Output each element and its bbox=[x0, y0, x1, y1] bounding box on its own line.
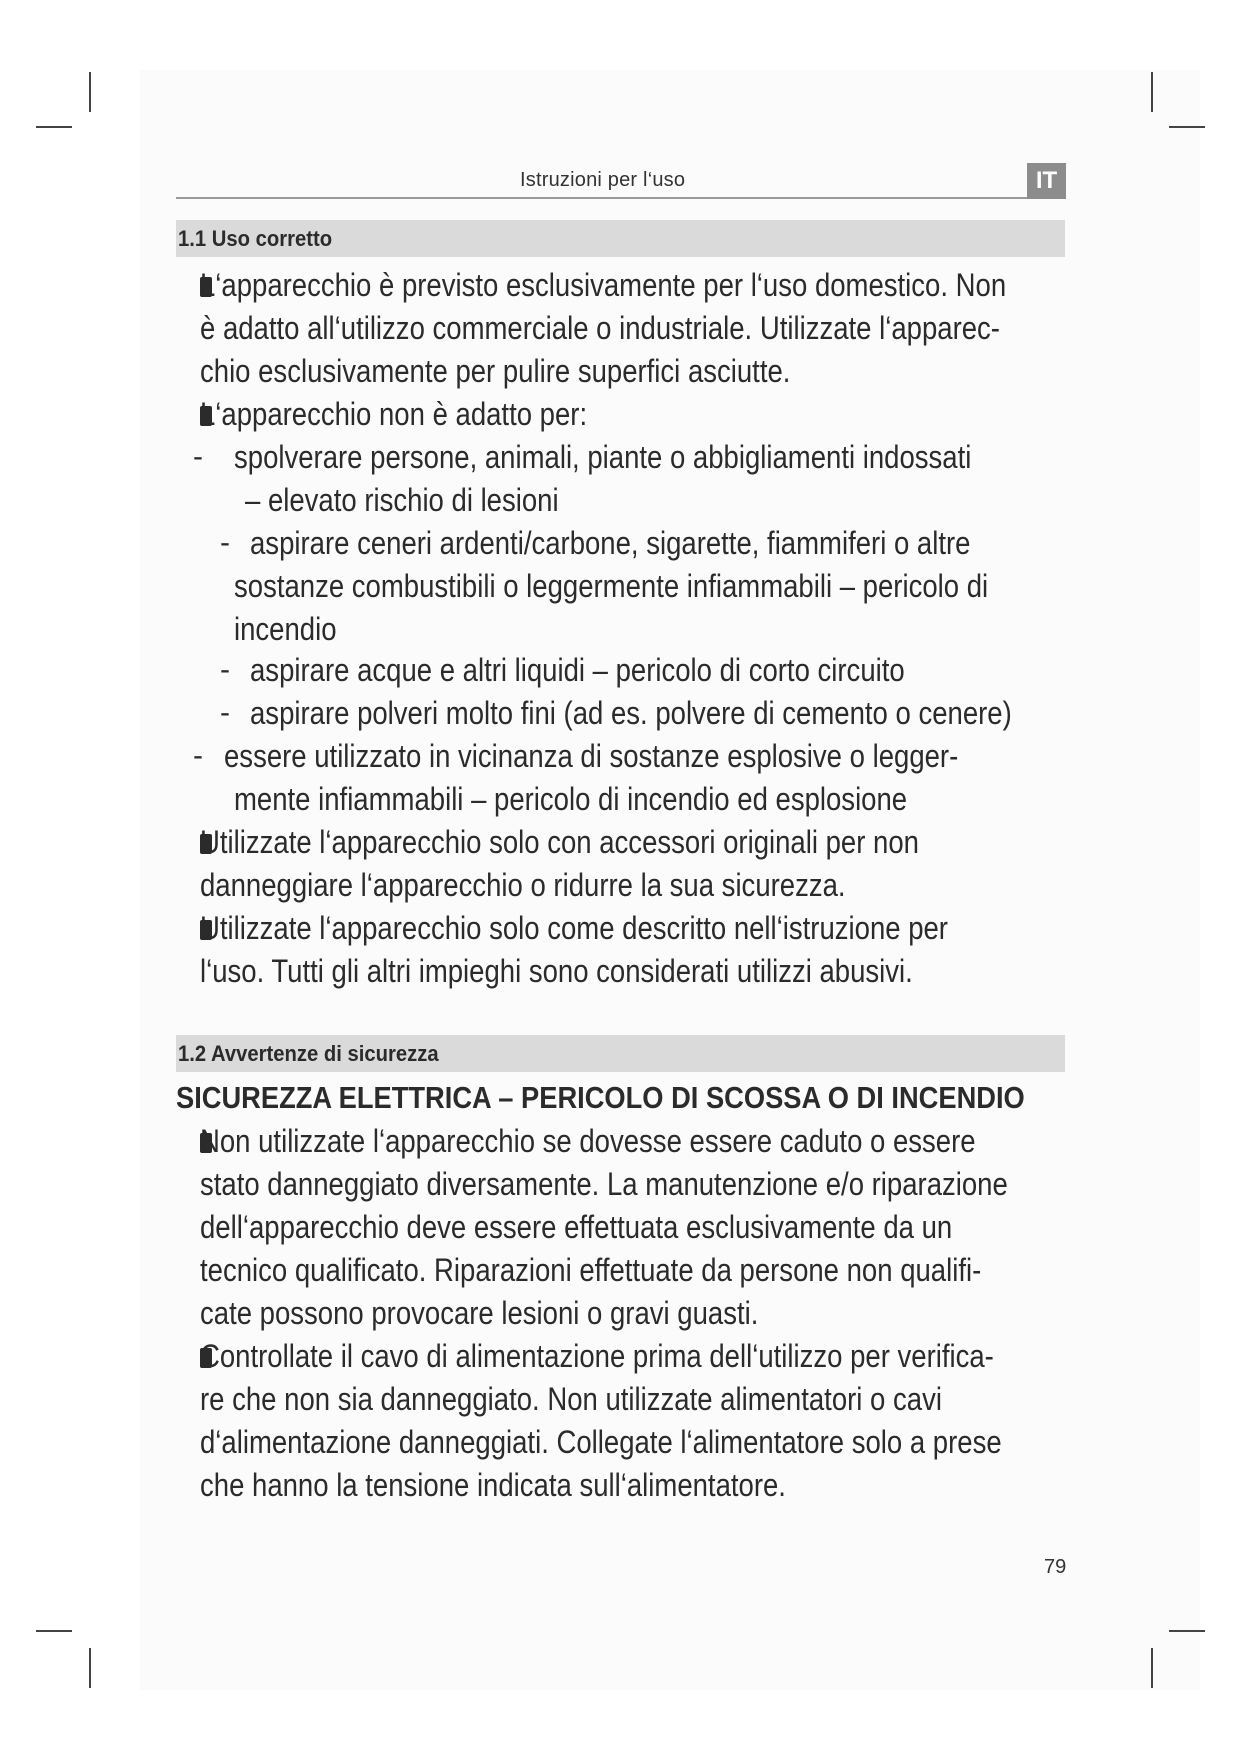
crop-mark bbox=[89, 72, 91, 112]
crop-mark bbox=[36, 1630, 72, 1632]
paragraph-line: tecnico qualificato. Riparazioni effettuate da persone non qualifi- bbox=[200, 1252, 982, 1288]
list-item-line: spolverare persone, animali, piante o abbigliamenti indossati bbox=[234, 439, 972, 475]
paragraph-line: L‘apparecchio non è adatto per: bbox=[200, 396, 588, 432]
section-title: 1.1 Uso corretto bbox=[178, 225, 333, 251]
list-item-line: aspirare ceneri ardenti/carbone, sigarette, fiammiferi o altre bbox=[250, 525, 971, 561]
section-title: 1.2 Avvertenze di sicurezza bbox=[178, 1040, 439, 1066]
language-badge: IT bbox=[1027, 163, 1066, 199]
running-header-title: Istruzioni per l‘uso bbox=[520, 169, 686, 191]
list-item-line: essere utilizzato in vicinanza di sostanze esplosive o legger- bbox=[224, 738, 959, 774]
paragraph-line: cate possono provocare lesioni o gravi guasti. bbox=[200, 1295, 759, 1331]
page-number: 79 bbox=[1044, 1556, 1067, 1578]
paragraph-line: Non utilizzate l‘apparecchio se dovesse essere caduto o essere bbox=[200, 1123, 976, 1159]
paragraph-line: d‘alimentazione danneggiati. Collegate l‘alimentatore solo a prese bbox=[200, 1424, 1002, 1460]
header-rule bbox=[176, 197, 1065, 199]
list-item-line: aspirare acque e altri liquidi – pericolo di corto circuito bbox=[250, 652, 905, 688]
list-dash: - bbox=[220, 526, 230, 559]
paragraph-line: Utilizzate l‘apparecchio solo con accessori originali per non bbox=[200, 824, 919, 860]
paragraph-line: L‘apparecchio è previsto esclusivamente per l‘uso domestico. Non bbox=[200, 267, 1007, 303]
list-item-line: aspirare polveri molto fini (ad es. polvere di cemento o cenere) bbox=[250, 695, 1012, 731]
list-item-line: incendio bbox=[234, 611, 337, 647]
crop-mark bbox=[1169, 126, 1205, 128]
crop-mark bbox=[89, 1648, 91, 1688]
paragraph-line: re che non sia danneggiato. Non utilizzate alimentatori o cavi bbox=[200, 1381, 942, 1417]
paragraph-line: chio esclusivamente per pulire superfici asciutte. bbox=[200, 353, 791, 389]
list-item-line: sostanze combustibili o leggermente infiammabili – pericolo di bbox=[234, 568, 989, 604]
paragraph-line: è adatto all‘utilizzo commerciale o industriale. Utilizzate l‘apparec- bbox=[200, 310, 1000, 346]
paragraph-line: stato danneggiato diversamente. La manutenzione e/o riparazione bbox=[200, 1166, 1008, 1202]
list-item-line: mente infiammabili – pericolo di incendio ed esplosione bbox=[234, 781, 908, 817]
crop-mark bbox=[36, 126, 72, 128]
paragraph-line: danneggiare l‘apparecchio o ridurre la sua sicurezza. bbox=[200, 867, 846, 903]
crop-mark bbox=[1169, 1630, 1205, 1632]
safety-heading: SICUREZZA ELETTRICA – PERICOLO DI SCOSSA O DI INCENDIO bbox=[176, 1080, 1025, 1115]
section-title-bar bbox=[176, 1035, 1065, 1072]
list-dash: - bbox=[193, 440, 203, 473]
paragraph-line: che hanno la tensione indicata sull‘alimentatore. bbox=[200, 1467, 786, 1503]
paragraph-line: dell‘apparecchio deve essere effettuata esclusivamente da un bbox=[200, 1209, 953, 1245]
list-item-line: – elevato rischio di lesioni bbox=[245, 482, 559, 518]
section-title-bar bbox=[176, 220, 1065, 257]
paragraph-line: l‘uso. Tutti gli altri impieghi sono considerati utilizzi abusivi. bbox=[200, 953, 913, 989]
list-dash: - bbox=[220, 696, 230, 729]
list-dash: - bbox=[193, 739, 203, 772]
paragraph-line: Controllate il cavo di alimentazione prima dell‘utilizzo per verifica- bbox=[200, 1338, 994, 1374]
list-dash: - bbox=[220, 653, 230, 686]
crop-mark bbox=[1151, 1648, 1153, 1688]
paragraph-line: Utilizzate l‘apparecchio solo come descritto nell‘istruzione per bbox=[200, 910, 948, 946]
crop-mark bbox=[1151, 72, 1153, 112]
